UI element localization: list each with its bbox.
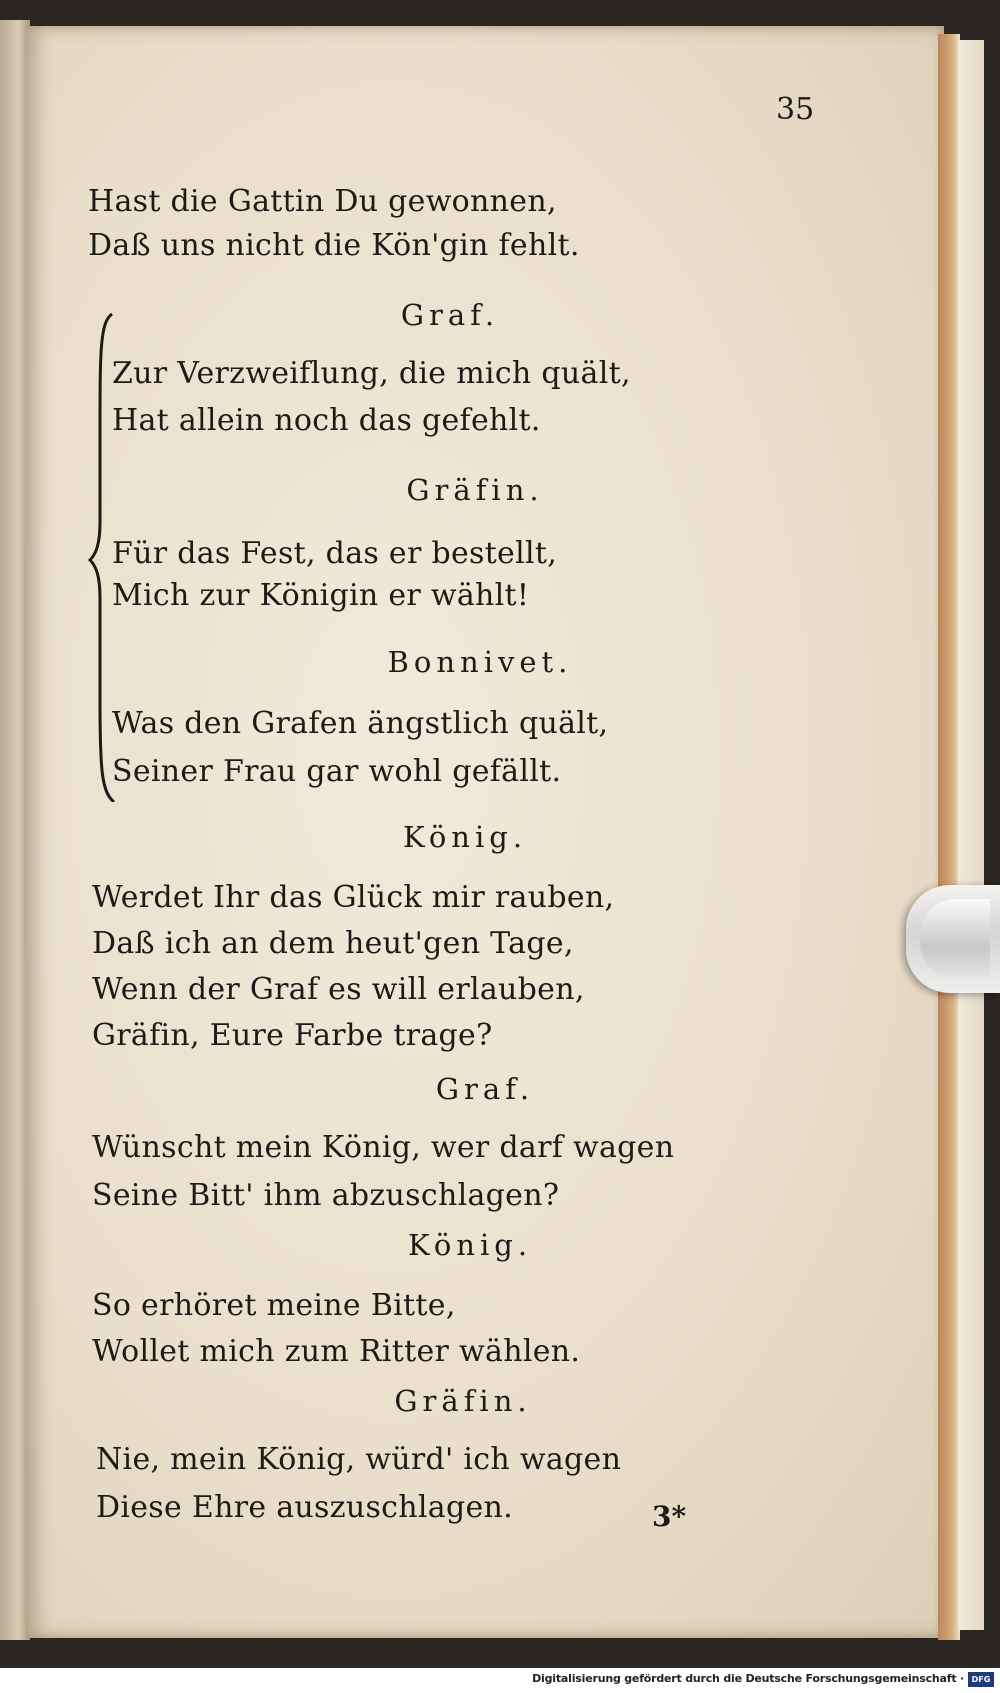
speaker-heading: König. xyxy=(402,820,528,854)
verse-line: Mich zur Königin er wählt! xyxy=(112,578,530,613)
verse-line: Wünscht mein König, wer darf wagen xyxy=(92,1130,675,1165)
verse-line: Werdet Ihr das Glück mir rauben, xyxy=(92,880,615,915)
page-edge-outer xyxy=(958,40,984,1630)
verse-line: Zur Verzweiflung, die mich quält, xyxy=(112,356,631,391)
verse-line: Seiner Frau gar wohl gefällt. xyxy=(112,754,562,789)
verse-line: Wenn der Graf es will erlauben, xyxy=(92,972,585,1007)
page-clip-inner xyxy=(920,899,990,979)
verse-line: Wollet mich zum Ritter wählen. xyxy=(92,1334,581,1369)
speaker-heading: Graf. xyxy=(400,298,500,332)
digitization-credit: Digitalisierung gefördert durch die Deutsche Forschungsgemeinschaft · xyxy=(532,1672,964,1685)
speaker-heading: Bonnivet. xyxy=(387,645,573,679)
verse-line: Hat allein noch das gefehlt. xyxy=(112,403,541,438)
speaker-heading: Graf. xyxy=(435,1072,535,1106)
verse-line: Seine Bitt' ihm abzuschlagen? xyxy=(92,1178,560,1213)
verse-line: Daß ich an dem heut'gen Tage, xyxy=(92,926,574,961)
signature-mark: 3* xyxy=(652,1500,687,1533)
page-clip xyxy=(906,885,1000,993)
verse-line: Daß uns nicht die Kön'gin fehlt. xyxy=(88,228,580,263)
speaker-heading: Gräfin. xyxy=(406,473,544,507)
verse-line: Hast die Gattin Du gewonnen, xyxy=(88,184,557,219)
verse-line: Nie, mein König, würd' ich wagen xyxy=(96,1442,622,1477)
speaker-heading: Gräfin. xyxy=(394,1384,532,1418)
verse-line: Für das Fest, das er bestellt, xyxy=(112,536,558,571)
verse-line: Diese Ehre auszuschlagen. xyxy=(96,1490,513,1525)
speaker-heading: König. xyxy=(407,1228,533,1262)
page-edge xyxy=(938,34,960,1640)
dfg-logo: DFG xyxy=(968,1672,994,1687)
footer-bar xyxy=(0,1668,1000,1693)
page-number: 35 xyxy=(776,92,815,127)
verse-line: Was den Grafen ängstlich quält, xyxy=(112,706,609,741)
verse-line: Gräfin, Eure Farbe trage? xyxy=(92,1018,493,1053)
verse-line: So erhöret meine Bitte, xyxy=(92,1288,456,1323)
